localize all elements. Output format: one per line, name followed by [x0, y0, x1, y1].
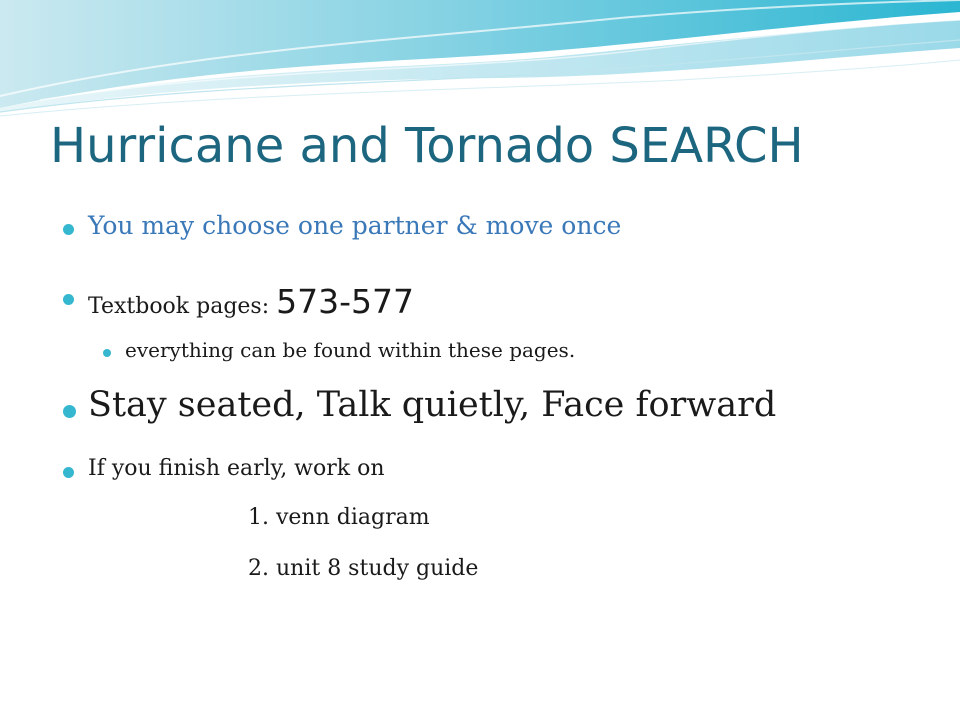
textbook-pages-label: Textbook pages: [88, 294, 277, 319]
header-wave-decoration [0, 0, 960, 120]
sub-bullet-dot [103, 349, 111, 357]
bullet-textbook-pages [88, 282, 414, 321]
bullet-dot [63, 467, 74, 478]
bullet-dot [63, 294, 74, 305]
bullet-rules: Stay seated, Talk quietly, Face forward [88, 385, 777, 425]
sub-bullet-everything: everything can be found within these pages. [125, 338, 576, 362]
list-item-venn-diagram: 1. venn diagram [248, 505, 430, 530]
slide-title: Hurricane and Tornado SEARCH [50, 118, 804, 174]
page-range: 573-577 [276, 282, 415, 321]
list-item-study-guide: 2. unit 8 study guide [248, 556, 479, 581]
bullet-finish-early: If you finish early, work on [88, 456, 385, 481]
bullet-dot [63, 405, 76, 418]
bullet-dot [63, 224, 74, 235]
bullet-partner: You may choose one partner & move once [88, 211, 622, 240]
